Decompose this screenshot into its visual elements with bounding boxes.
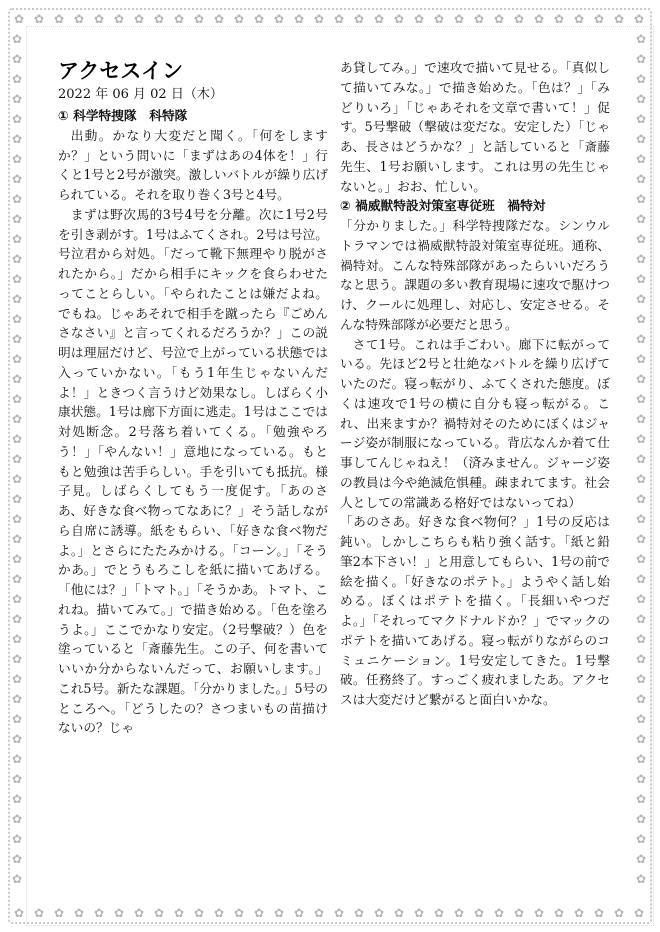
flower-ornament-icon: ✿ <box>154 12 165 26</box>
flower-ornament-icon: ✿ <box>214 906 225 920</box>
flower-ornament-icon: ✿ <box>12 192 23 206</box>
flower-ornament-icon: ✿ <box>12 792 23 806</box>
flower-ornament-icon: ✿ <box>34 12 45 26</box>
section-1-paragraph-1: 出動。かなり大変だと聞く。「何をしますか？」という問いに「まずはあの4体を！」行くと1号と2号が激突。激しいバトルが繰り広げられている。それを取り巻く3号と4号。 <box>58 127 328 202</box>
flower-ornament-icon: ✿ <box>554 12 565 26</box>
flower-ornament-icon: ✿ <box>636 92 647 106</box>
flower-ornament-icon: ✿ <box>12 672 23 686</box>
flower-ornament-icon: ✿ <box>636 252 647 266</box>
flower-ornament-icon: ✿ <box>12 732 23 746</box>
flower-ornament-icon: ✿ <box>12 712 23 726</box>
flower-ornament-icon: ✿ <box>314 12 325 26</box>
flower-ornament-icon: ✿ <box>394 12 405 26</box>
flower-ornament-icon: ✿ <box>274 906 285 920</box>
flower-ornament-icon: ✿ <box>354 12 365 26</box>
flower-ornament-icon: ✿ <box>636 32 647 46</box>
flower-ornament-icon: ✿ <box>636 332 647 346</box>
section-1-paragraph-2-continued: あ貸してみ。」で速攻で描いて見せる。「真似して描いてみな。」で描き始めた。「色は？」「みどりいろ」「じゃあそれを文章で書いて！」促す。5号撃破（撃破は変だな。安定した）「じゃあ、長さはどうかな？」と話していると「斎藤先生、1号お願いします。これは男の先生じゃないと。」おお、忙しい。 <box>340 60 610 194</box>
section-1-heading: ① 科学特捜隊 科特隊 <box>58 108 188 123</box>
flower-ornament-icon: ✿ <box>636 112 647 126</box>
flower-ornament-icon: ✿ <box>636 832 647 846</box>
flower-ornament-icon: ✿ <box>12 232 23 246</box>
flower-ornament-icon: ✿ <box>12 172 23 186</box>
flower-ornament-icon: ✿ <box>12 452 23 466</box>
flower-ornament-icon: ✿ <box>636 472 647 486</box>
flower-ornament-icon: ✿ <box>12 812 23 826</box>
flower-ornament-icon: ✿ <box>74 12 85 26</box>
flower-ornament-icon: ✿ <box>574 12 585 26</box>
flower-ornament-icon: ✿ <box>354 906 365 920</box>
flower-ornament-icon: ✿ <box>12 32 23 46</box>
flower-ornament-icon: ✿ <box>636 872 647 886</box>
flower-ornament-icon: ✿ <box>636 292 647 306</box>
flower-ornament-icon: ✿ <box>634 906 645 920</box>
flower-ornament-icon: ✿ <box>594 12 605 26</box>
flower-ornament-icon: ✿ <box>12 152 23 166</box>
flower-ornament-icon: ✿ <box>636 632 647 646</box>
page-date: 2022 年 06 月 02 日（木） <box>58 87 223 102</box>
section-1-paragraph-2: まずは野次馬的3号4号を分離。次に1号2号を引き剥がす。1号はふてくされ。2号は号泣。号泣君から対処。「だって靴下無理やり脱がされたから。」だから相手にキックを食らわせたってことらしい。「やられたことは嫌だよね。でもね。じゃあそれで相手を蹴ったら『ごめんさなさい』と言ってくれるだろうか？」この説明は理屈だけど、号泣で上がっている状態では入っていかない。「もう1年生じゃないんだよ！」ときつく言うけど効果なし。しばらく小康状態。1号は廊下方面に逃走。1号はここでは対処断念。2号落ち着いてくる。「勉強やろう！」「やんない！」意地になっている。もともと勉強は苦手らしい。手を引いても抵抗。様子見。しばらくしてもう一度促す。「あのさあ、好きな食べ物ってなあに？」そう話しながら自席に誘導。紙をもらい、「好きな食べ物だよ。」とさらにたたみかける。「コーン。」「そうかあ。」でとうもろこしを紙に描いてあげる。「他には？」「トマト。」「そうかあ。トマト、これね。描いてみて。」で描き始める。「色を塗ろうよ。」ここでかなり安定。（2号撃破？）色を塗っていると「斎藤先生。この子、何を書いていいか分からないんだって、お願いします。」これ5号。新たな課題。「分かりました。」5号のところへ。「どうしたの？さつまいもの苗描けないの？じゃ <box>58 206 328 736</box>
left-column <box>58 58 328 738</box>
flower-ornament-icon: ✿ <box>636 732 647 746</box>
flower-ornament-icon: ✿ <box>12 592 23 606</box>
flower-ornament-icon: ✿ <box>12 832 23 846</box>
flower-ornament-icon: ✿ <box>434 12 445 26</box>
flower-ornament-icon: ✿ <box>94 12 105 26</box>
flower-ornament-icon: ✿ <box>12 52 23 66</box>
flower-ornament-icon: ✿ <box>474 906 485 920</box>
flower-ornament-icon: ✿ <box>134 12 145 26</box>
flower-ornament-icon: ✿ <box>12 552 23 566</box>
flower-ornament-icon: ✿ <box>254 906 265 920</box>
flower-ornament-icon: ✿ <box>474 12 485 26</box>
flower-ornament-icon: ✿ <box>636 372 647 386</box>
flower-ornament-icon: ✿ <box>134 906 145 920</box>
flower-ornament-icon: ✿ <box>636 792 647 806</box>
flower-ornament-icon: ✿ <box>614 906 625 920</box>
flower-ornament-icon: ✿ <box>94 906 105 920</box>
flower-ornament-icon: ✿ <box>12 432 23 446</box>
flower-ornament-icon: ✿ <box>12 492 23 506</box>
flower-ornament-icon: ✿ <box>636 72 647 86</box>
flower-ornament-icon: ✿ <box>534 12 545 26</box>
flower-ornament-icon: ✿ <box>414 906 425 920</box>
flower-ornament-icon: ✿ <box>494 906 505 920</box>
flower-ornament-icon: ✿ <box>636 672 647 686</box>
flower-ornament-icon: ✿ <box>574 906 585 920</box>
flower-ornament-icon: ✿ <box>636 212 647 226</box>
flower-ornament-icon: ✿ <box>636 352 647 366</box>
flower-ornament-icon: ✿ <box>12 612 23 626</box>
flower-ornament-icon: ✿ <box>494 12 505 26</box>
flower-ornament-icon: ✿ <box>636 412 647 426</box>
flower-ornament-icon: ✿ <box>636 452 647 466</box>
flower-ornament-icon: ✿ <box>514 12 525 26</box>
flower-ornament-icon: ✿ <box>454 906 465 920</box>
flower-ornament-icon: ✿ <box>636 312 647 326</box>
flower-ornament-icon: ✿ <box>194 12 205 26</box>
flower-ornament-icon: ✿ <box>636 432 647 446</box>
flower-ornament-icon: ✿ <box>636 612 647 626</box>
flower-ornament-icon: ✿ <box>154 906 165 920</box>
flower-ornament-icon: ✿ <box>636 492 647 506</box>
flower-ornament-icon: ✿ <box>636 812 647 826</box>
flower-ornament-icon: ✿ <box>334 906 345 920</box>
right-column <box>340 58 610 710</box>
flower-ornament-icon: ✿ <box>12 772 23 786</box>
flower-ornament-icon: ✿ <box>636 552 647 566</box>
flower-ornament-icon: ✿ <box>294 12 305 26</box>
flower-ornament-icon: ✿ <box>12 72 23 86</box>
flower-ornament-icon: ✿ <box>636 772 647 786</box>
flower-ornament-icon: ✿ <box>636 752 647 766</box>
flower-ornament-icon: ✿ <box>636 692 647 706</box>
flower-ornament-icon: ✿ <box>214 12 225 26</box>
flower-ornament-icon: ✿ <box>534 906 545 920</box>
flower-ornament-icon: ✿ <box>234 12 245 26</box>
flower-ornament-icon: ✿ <box>636 52 647 66</box>
flower-ornament-icon: ✿ <box>12 272 23 286</box>
flower-ornament-icon: ✿ <box>636 192 647 206</box>
flower-ornament-icon: ✿ <box>414 12 425 26</box>
flower-ornament-icon: ✿ <box>14 906 25 920</box>
flower-ornament-icon: ✿ <box>114 906 125 920</box>
flower-ornament-icon: ✿ <box>374 12 385 26</box>
flower-ornament-icon: ✿ <box>12 352 23 366</box>
flower-ornament-icon: ✿ <box>12 632 23 646</box>
flower-ornament-icon: ✿ <box>14 12 25 26</box>
flower-ornament-icon: ✿ <box>12 652 23 666</box>
flower-ornament-icon: ✿ <box>12 512 23 526</box>
flower-ornament-icon: ✿ <box>636 532 647 546</box>
flower-ornament-icon: ✿ <box>12 572 23 586</box>
flower-ornament-icon: ✿ <box>636 712 647 726</box>
flower-ornament-icon: ✿ <box>434 906 445 920</box>
flower-ornament-icon: ✿ <box>514 906 525 920</box>
flower-ornament-icon: ✿ <box>12 532 23 546</box>
flower-ornament-icon: ✿ <box>614 12 625 26</box>
flower-ornament-icon: ✿ <box>12 92 23 106</box>
flower-ornament-icon: ✿ <box>636 132 647 146</box>
flower-ornament-icon: ✿ <box>636 392 647 406</box>
flower-ornament-icon: ✿ <box>636 592 647 606</box>
flower-ornament-icon: ✿ <box>12 412 23 426</box>
flower-ornament-icon: ✿ <box>12 112 23 126</box>
flower-ornament-icon: ✿ <box>594 906 605 920</box>
section-2-paragraph-2: さて1号。これは手ごわい。廊下に転がっている。先ほど2号と壮絶なバトルを繰り広げていたのだ。寝っ転がり、ふてくされた態度。ぼくは速攻で1号の横に自分も寝っ転がる。これ、出来ますか？禍特対そのためにぼくはジャージ姿が制服になっている。背広なんか着て仕事してんじゃねえ！（済みません。ジャージ姿の教員は今や絶滅危惧種。疎まれてます。社会人としての常識ある格好ではないってね） <box>340 336 610 510</box>
flower-ornament-icon: ✿ <box>54 906 65 920</box>
flower-ornament-icon: ✿ <box>636 152 647 166</box>
flower-ornament-icon: ✿ <box>12 252 23 266</box>
flower-ornament-icon: ✿ <box>374 906 385 920</box>
flower-ornament-icon: ✿ <box>636 232 647 246</box>
flower-ornament-icon: ✿ <box>636 172 647 186</box>
flower-ornament-icon: ✿ <box>12 292 23 306</box>
flower-ornament-icon: ✿ <box>174 906 185 920</box>
flower-ornament-icon: ✿ <box>12 332 23 346</box>
flower-ornament-icon: ✿ <box>454 12 465 26</box>
flower-ornament-icon: ✿ <box>274 12 285 26</box>
flower-ornament-icon: ✿ <box>12 852 23 866</box>
flower-ornament-icon: ✿ <box>254 12 265 26</box>
flower-ornament-icon: ✿ <box>12 312 23 326</box>
flower-ornament-icon: ✿ <box>174 12 185 26</box>
flower-ornament-icon: ✿ <box>12 392 23 406</box>
flower-ornament-icon: ✿ <box>12 692 23 706</box>
flower-ornament-icon: ✿ <box>54 12 65 26</box>
flower-ornament-icon: ✿ <box>636 512 647 526</box>
flower-ornament-icon: ✿ <box>34 906 45 920</box>
flower-ornament-icon: ✿ <box>636 272 647 286</box>
section-2-paragraph-1: 「分かりました。」科学特捜隊だな。シンウルトラマンでは禍威獣特設対策室専従班。通称、禍特対。こんな特殊部隊があったらいいだろうなと思う。課題の多い教育現場に速攻で駆けつけ、クールに処理し、対応し、安定させる。そんな特殊部隊が必要だと思う。 <box>340 218 610 332</box>
page-title: アクセスイン <box>58 59 183 83</box>
flower-ornament-icon: ✿ <box>636 572 647 586</box>
flower-ornament-icon: ✿ <box>194 906 205 920</box>
flower-ornament-icon: ✿ <box>114 12 125 26</box>
flower-ornament-icon: ✿ <box>12 372 23 386</box>
section-2-paragraph-3: 「あのさあ。好きな食べ物何？」1号の反応は鈍い。しかしこちらも粘り強く話す。「紙と鉛筆2本下さい！」と用意してもらい、1号の前で絵を描く。「好きなのポテト。」ようやく話し始める。ぼくはポテトを描く。「長細いやつだよ。」「それってマクドナルドか？」でマックのポテトを描いてあげる。寝っ転がりながらのコミュニケーション。1号安定してきた。1号撃破。任務終了。すっごく疲れましたあ。アクセスは大変だけど繋がると面白いかな。 <box>340 514 610 707</box>
flower-ornament-icon: ✿ <box>74 906 85 920</box>
flower-ornament-icon: ✿ <box>234 906 245 920</box>
flower-ornament-icon: ✿ <box>12 872 23 886</box>
flower-ornament-icon: ✿ <box>554 906 565 920</box>
flower-ornament-icon: ✿ <box>636 652 647 666</box>
flower-ornament-icon: ✿ <box>294 906 305 920</box>
flower-ornament-icon: ✿ <box>334 12 345 26</box>
section-2-heading: ② 禍威獣特設対策室専従班 禍特対 <box>340 198 546 214</box>
flower-ornament-icon: ✿ <box>12 212 23 226</box>
flower-ornament-icon: ✿ <box>394 906 405 920</box>
flower-ornament-icon: ✿ <box>12 132 23 146</box>
flower-ornament-icon: ✿ <box>314 906 325 920</box>
flower-ornament-icon: ✿ <box>636 852 647 866</box>
flower-ornament-icon: ✿ <box>634 12 645 26</box>
flower-ornament-icon: ✿ <box>12 752 23 766</box>
flower-ornament-icon: ✿ <box>12 472 23 486</box>
